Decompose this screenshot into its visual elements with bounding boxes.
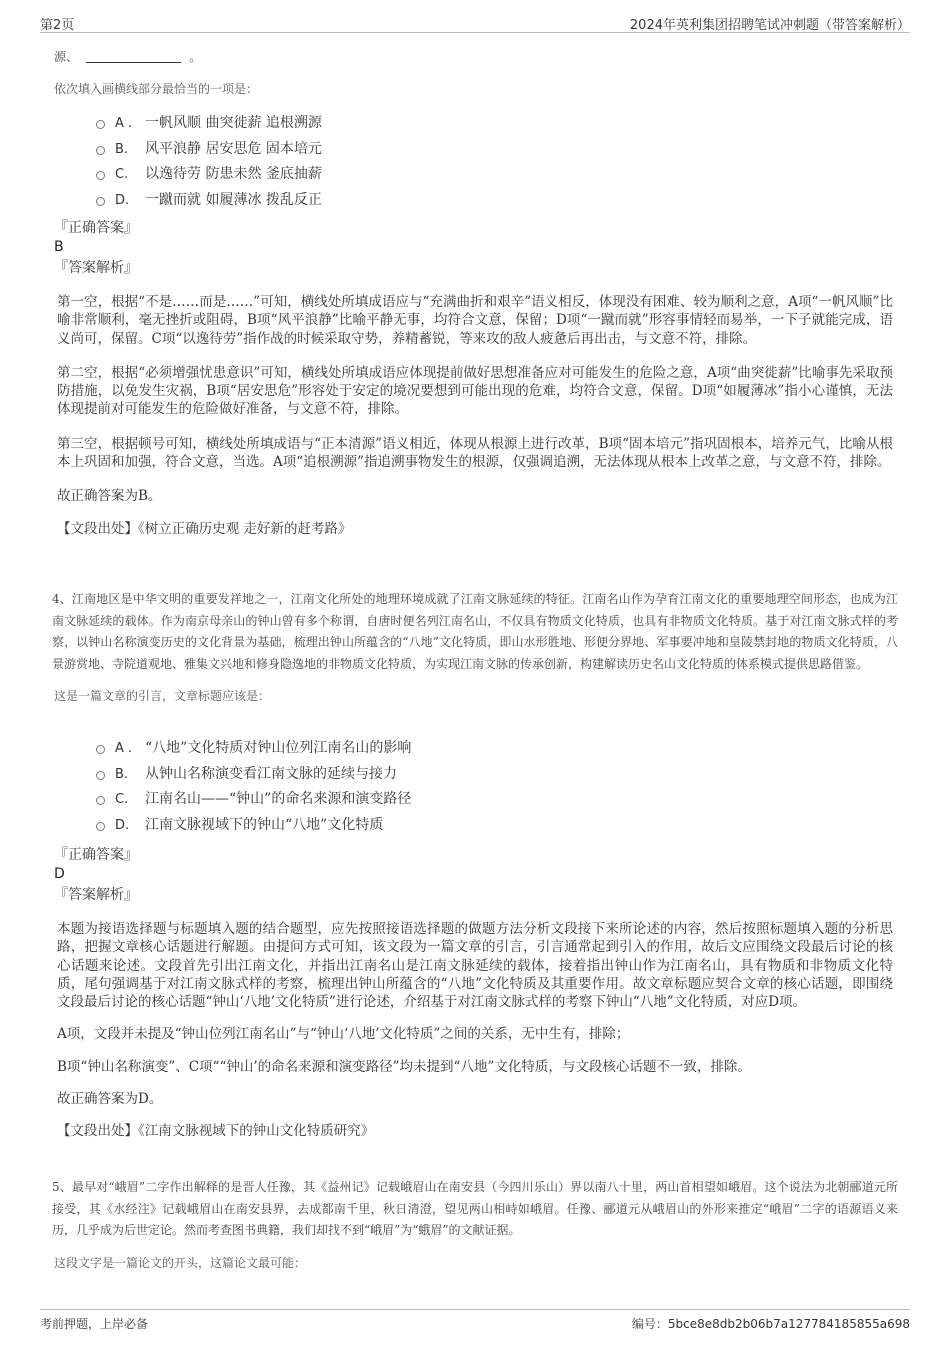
analysis-label: 『答案解析』 — [54, 260, 138, 276]
answer-label: 『正确答案』 — [54, 220, 138, 236]
q3-tail-prefix: 源、 — [54, 50, 79, 64]
source-citation: 【文段出处】《树立正确历史观 走好新的赶考路》 — [57, 520, 352, 537]
q3-tail-suffix: 。 — [189, 50, 202, 64]
analysis-paragraph: B项“钟山名称演变”、C项““钟山’的命名来源和演变路径”均未提到“八地”文化特质，与文段核心话题不一致，排除。 — [57, 1058, 751, 1075]
option-text: “八地”文化特质对钟山位列江南名山的影响 — [145, 740, 412, 756]
fill-blank — [86, 50, 181, 63]
page-number: 第2页 — [40, 18, 75, 33]
radio-icon[interactable] — [96, 822, 105, 831]
q4-prompt: 这是一篇文章的引言，文章标题应该是： — [54, 689, 271, 704]
correct-answer: B — [54, 239, 64, 255]
footer-slogan: 考前押题，上岸必备 — [40, 1317, 149, 1331]
q5 — [54, 1177, 950, 1271]
q3-option-c[interactable] — [54, 162, 950, 188]
analysis-paragraph: 第一空，根据“不是……而是……”可知，横线处所填成语应与“充满曲折和艰辛”语义相反，体现没有困难、较为顺利之意，A项“一帆风顺”比喻非常顺利，毫无挫折或阻碍，B项“风平浪静”比喻平静无事，均符合文意，保留；D项“一蹴而就”形容事情轻而易举，一下子就能完成，语义尚可，保留。C项“以逸待劳”指作战的时候采取守势，养精蓄锐，等来攻的敌人疲惫后再出击，与文意不符，排除。 — [57, 294, 893, 347]
option-text: 从钟山名称演变看江南文脉的延续与接力 — [145, 765, 397, 782]
option-letter: B. — [115, 141, 129, 157]
analysis-paragraph: 第二空，根据“必须增强忧患意识”可知，横线处所填成语应体现提前做好思想准备应对可能发生的危险之意，A项“曲突徙薪”比喻事先采取预防措施，以免发生灾祸，B项“居安思危”形容处于安定的境况要想到可能出现的危难，均符合文意，保留。D项“如履薄冰”指小心谨慎，无法体现提前对可能发生的危险做好准备，与文意不符，排除。 — [57, 364, 893, 418]
q3-tail — [54, 46, 950, 68]
analysis-paragraph: A项，文段并未提及“钟山位列江南名山”与“钟山‘八地’文化特质”之间的关系，无中生有，排除； — [57, 1026, 630, 1043]
source-citation: 【文段出处】《江南文脉视域下的钟山文化特质研究》 — [57, 1123, 375, 1140]
q5-stem: 5、最早对“峨眉”二字作出解释的是晋人任豫，其《益州记》记载峨眉山在南安县（今四川乐山）界以南八十里，两山首相望如峨眉。这个说法为北朝郦道元所接受，其《水经注》记载峨眉山在南安县界，去成都南千里，秋日清澄，望见两山相峙如峨眉。任豫、郦道元从峨眉山的外形来推定“峨眉”二字的语源语义来历，几乎成为后世定论。然而考查图书典籍，我们却找不到“峨眉”为“蛾眉”的文献证据。 — [52, 1180, 898, 1238]
option-text: 江南文脉视域下的钟山“八地”文化特质 — [145, 816, 384, 833]
q3-option-b[interactable] — [54, 137, 950, 163]
q4-option-a[interactable] — [54, 736, 950, 762]
option-letter: B. — [115, 766, 129, 782]
option-letter: C. — [115, 792, 129, 807]
option-letter: D. — [115, 192, 130, 208]
analysis-paragraph: 第三空，根据顿号可知，横线处所填成语与“正本清源”语义相近，体现从根源上进行改革，B项“固本培元”指巩固根本，培养元气，比喻从根本上巩固和加强，符合文意，当选。A项“追根溯源”指追溯事物发生的根源，仅强调追溯，无法体现从根本上改革之意，与文意不符，排除。 — [57, 435, 893, 471]
option-text: 一蹴而就 如履薄冰 拨乱反正 — [145, 191, 322, 208]
q3-options — [54, 111, 950, 213]
analysis-label: 『答案解析』 — [54, 887, 138, 903]
q3-option-d[interactable] — [54, 188, 950, 214]
page-header — [40, 10, 910, 33]
option-letter: A . — [115, 741, 133, 756]
q3-prompt: 依次填入画横线部分最恰当的一项是： — [54, 82, 259, 96]
option-letter: C. — [115, 167, 129, 182]
option-text: 一帆风顺 曲突徙薪 追根溯源 — [145, 115, 322, 131]
analysis-conclusion: 故正确答案为B。 — [57, 488, 162, 505]
radio-icon[interactable] — [96, 197, 105, 206]
q4 — [54, 589, 950, 704]
radio-icon[interactable] — [96, 771, 105, 780]
q4-option-b[interactable] — [54, 762, 950, 788]
analysis-conclusion: 故正确答案为D。 — [57, 1091, 163, 1108]
radio-icon[interactable] — [96, 120, 105, 129]
q4-analysis — [57, 920, 893, 1140]
q4-option-c[interactable] — [54, 787, 950, 813]
document-title: 2024年英利集团招聘笔试冲刺题（带答案解析） — [629, 18, 910, 33]
option-text: 以逸待劳 防患未然 釜底抽薪 — [145, 166, 322, 182]
q3-analysis — [57, 293, 893, 538]
option-text: 江南名山——“钟山”的命名来源和演变路径 — [145, 791, 412, 807]
q3-option-a[interactable] — [54, 111, 950, 137]
option-text: 风平浪静 居安思危 固本培元 — [145, 140, 322, 157]
radio-icon[interactable] — [96, 745, 105, 754]
q4-option-d[interactable] — [54, 813, 950, 839]
q4-options — [54, 736, 950, 838]
q4-stem: 4、江南地区是中华文明的重要发祥地之一，江南文化所处的地理环境成就了江南文脉延续的特征。江南名山作为孕育江南文化的重要地理空间形态，也成为江南文脉延续的载体。作为南京母亲山的钟山曾有多个称谓，自唐时便名列江南名山，不仅具有物质文化特质，也具有非物质文化特质。基于对江南文脉式样的考察，以钟山名称演变历史的文化背景为基础，梳理出钟山所蕴含的“八地”文化特质，即山水形胜地、形便分界地、军事要冲地和皇陵禁封地的物质文化特质，八景游赏地、寺院道观地、雅集文兴地和修身隐逸地的非物质文化特质，为实现江南文脉的传承创新，构建解读历史名山文化特质的体系模式提供思路借鉴。 — [52, 592, 898, 671]
radio-icon[interactable] — [96, 171, 105, 180]
radio-icon[interactable] — [96, 146, 105, 155]
answer-label: 『正确答案』 — [54, 847, 138, 863]
analysis-paragraph: 本题为接语选择题与标题填入题的结合题型，应先按照接语选择题的做题方法分析文段接下来所论述的内容，然后按照标题填入题的分析思路，把握文章核心话题进行解题。由提问方式可知，该文段为一篇文章的引言，引言通常起到引入的作用，故后文应围绕文段最后讨论的核心话题来论述。文段首先引出江南文化，并指出江南名山是江南文脉延续的载体，接着指出钟山作为江南名山，具有物质和非物质文化特质，尾句强调基于对江南文脉式样的考察，梳理出钟山所蕴含的“八地”文化特质及其重要作用。故文章标题应契合文章的核心话题，即围绕文段最后讨论的核心话题“钟山‘八地’文化特质”进行论述，介绍基于对江南文脉式样的考察下钟山“八地”文化特质，对应D项。 — [57, 921, 893, 1011]
document-id: 编号：5bce8e8db2b06b7a127784185855a698 — [631, 1317, 910, 1331]
option-letter: A . — [115, 116, 133, 131]
radio-icon[interactable] — [96, 796, 105, 805]
page-footer — [40, 1309, 910, 1336]
q5-prompt: 这段文字是一篇论文的开头，这篇论文最可能： — [54, 1255, 307, 1270]
correct-answer: D — [54, 866, 65, 882]
option-letter: D. — [115, 817, 130, 833]
